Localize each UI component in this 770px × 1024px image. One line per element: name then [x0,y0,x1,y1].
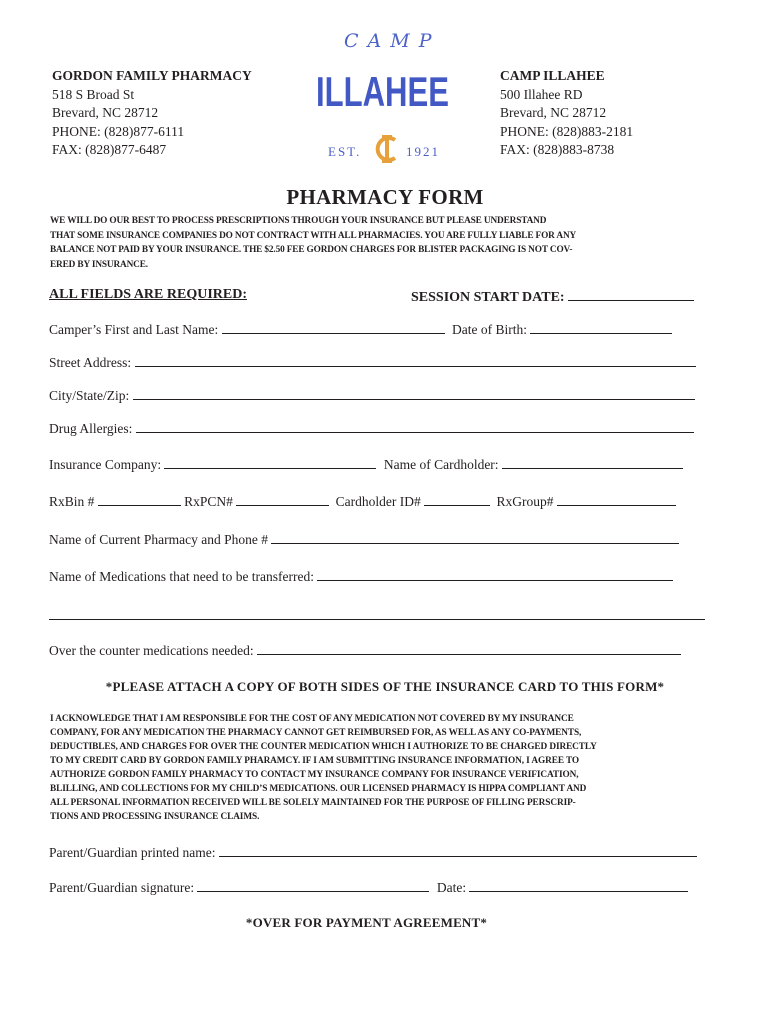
dob-field[interactable] [530,320,672,334]
rxbin-field[interactable] [98,492,181,506]
guardian-signature-label: Parent/Guardian signature: [49,880,195,895]
street-field[interactable] [135,353,696,367]
date-label: Date: [436,880,467,895]
rxgroup-label: RxGroup# [496,494,554,509]
logo-est-text: EST. [328,144,362,159]
medications-row [49,567,673,585]
otc-field[interactable] [257,641,681,655]
ack-line: COMPANY, FOR ANY MEDICATION THE PHARMACY CANNOT GET REIMBURSED FOR, AS WELL AS ANY CO-PAYMENTS, [50,728,582,738]
attach-card-notice: *PLEASE ATTACH A COPY OF BOTH SIDES OF THE INSURANCE CARD TO THIS FORM* [105,679,665,694]
logo-camp-text: CAMP [344,30,441,52]
street-label: Street Address: [49,355,132,370]
date-field[interactable] [469,878,688,892]
medications-extra-line[interactable] [49,607,705,620]
camper-name-field[interactable] [222,320,445,334]
street-row [49,353,696,371]
camp-fax: FAX: (828)883-8738 [500,142,615,157]
ack-line: TO MY CREDIT CARD BY GORDON FAMILY PHARAMCY. IF I AM SUBMITTING INSURANCE INFORMATION, I AGREE TO [50,756,580,766]
allergies-label: Drug Allergies: [49,421,133,436]
city-row [49,386,695,404]
rxpcn-field[interactable] [236,492,329,506]
rx-row [49,492,676,510]
cardholder-id-field[interactable] [424,492,490,506]
city-label: City/State/Zip: [49,388,130,403]
current-pharmacy-label: Name of Current Pharmacy and Phone # [49,532,268,547]
medications-field[interactable] [317,567,673,581]
notice-line: WE WILL DO OUR BEST TO PROCESS PRESCRIPTIONS THROUGH YOUR INSURANCE BUT PLEASE UNDERSTAND [50,216,547,226]
ack-line: ALL PERSONAL INFORMATION RECEIVED WILL BE SOLELY MAINTAINED FOR THE PURPOSE OF FILLING PERSCRIP- [50,798,576,808]
current-pharmacy-field[interactable] [271,530,679,544]
camp-logo [310,28,470,168]
rxgroup-field[interactable] [557,492,676,506]
required-label: ALL FIELDS ARE REQUIRED: [49,287,247,302]
allergies-row [49,419,694,437]
ack-line: BLILLING, AND COLLECTIONS FOR MY CHILD’S MEDICATIONS. OUR LICENSED PHARMACY IS HIPPA COMPLIANT AND [50,784,587,794]
acknowledgement [50,712,750,824]
camp-phone: PHONE: (828)883-2181 [500,123,634,139]
payment-agreement-footer: *OVER FOR PAYMENT AGREEMENT* [245,915,488,930]
allergies-field[interactable] [136,419,694,433]
camp-city: Brevard, NC 28712 [500,105,607,120]
logo-year-text: 1921 [406,144,440,159]
city-field[interactable] [133,386,695,400]
cardholder-name-field[interactable] [502,455,683,469]
pharmacy-city: Brevard, NC 28712 [52,105,159,120]
otc-label: Over the counter medications needed: [49,643,254,658]
logo-illahee-text: ILLAHEE [316,68,449,115]
pharmacy-address [52,67,252,160]
pharmacy-name: GORDON FAMILY PHARMACY [52,68,252,83]
ack-line: I ACKNOWLEDGE THAT I AM RESPONSIBLE FOR THE COST OF ANY MEDICATION NOT COVERED BY MY INSURANCE [50,714,574,724]
guardian-name-field[interactable] [219,843,697,857]
insurance-company-field[interactable] [164,455,376,469]
notice-line: ERED BY INSURANCE. [50,259,148,270]
pharmacy-street: 518 S Broad St [52,86,135,102]
rxpcn-label: RxPCN# [184,494,233,509]
camper-name-row [49,320,672,338]
camp-address [500,67,633,160]
logo-seal-icon [374,131,400,167]
camp-name: CAMP ILLAHEE [500,68,605,83]
otc-row [49,641,681,659]
current-pharmacy-row [49,530,679,548]
ack-line: DEDUCTIBLES, AND CHARGES FOR OVER THE COUNTER MEDICATION WHICH I AUTHORIZE TO BE CHARGED DIRECTLY [50,742,597,752]
camp-street: 500 Illahee RD [500,86,583,102]
cardholder-id-label: Cardholder ID# [335,494,421,509]
guardian-signature-row [49,878,688,896]
guardian-name-row [49,843,697,861]
insurance-company-label: Insurance Company: [49,457,162,472]
ack-line: AUTHORIZE GORDON FAMILY PHARMACY TO CONTACT MY INSURANCE COMPANY FOR INSURANCE VERIFICATION, [50,770,579,780]
medications-label: Name of Medications that need to be transferred: [49,569,315,584]
notice-line: THAT SOME INSURANCE COMPANIES DO NOT CONTRACT WITH ALL PHARMACIES. YOU ARE FULLY LIABLE FOR ANY [50,230,577,241]
insurance-row [49,455,683,473]
session-start-field[interactable] [568,287,694,301]
ack-line: TIONS AND PROCESSING INSURANCE CLAIMS. [50,812,260,822]
dob-label: Date of Birth: [451,322,527,337]
pharmacy-phone: PHONE: (828)877-6111 [52,123,185,139]
notice-line: BALANCE NOT PAID BY YOUR INSURANCE. THE $2.50 FEE GORDON CHARGES FOR BLISTER PACKAGING IS NOT COV- [50,245,573,255]
cardholder-name-label: Name of Cardholder: [383,457,499,472]
session-start-label: SESSION START DATE: [411,290,565,305]
page-title: PHARMACY FORM [286,185,484,209]
pharmacy-fax: FAX: (828)877-6487 [52,142,167,157]
guardian-name-label: Parent/Guardian printed name: [49,845,216,860]
guardian-signature-field[interactable] [197,878,429,892]
rxbin-label: RxBin # [49,494,95,509]
session-start-row [411,287,694,306]
camper-name-label: Camper’s First and Last Name: [49,322,219,337]
insurance-notice [50,214,740,272]
